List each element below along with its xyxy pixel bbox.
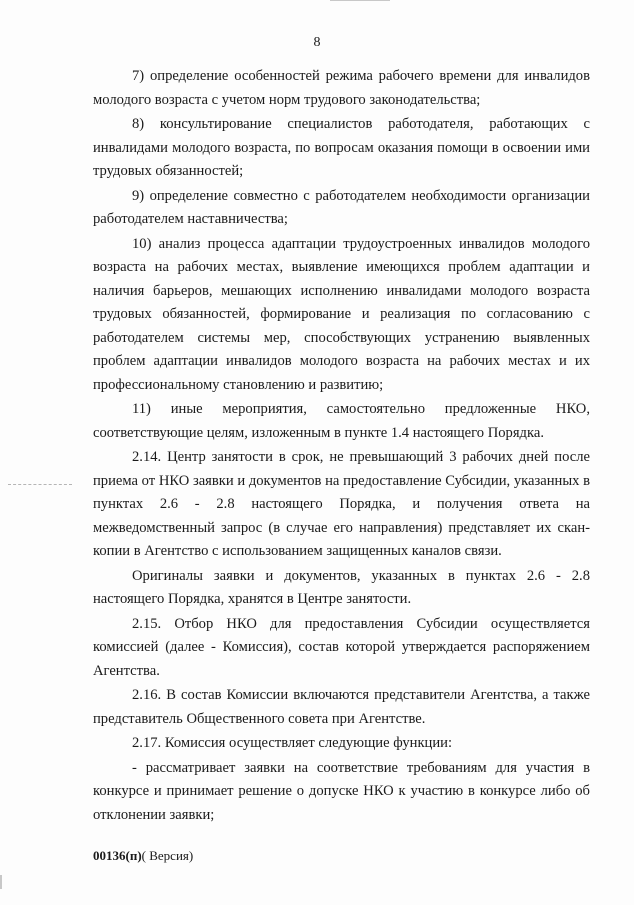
paragraph-item-11: 11) иные мероприятия, самостоятельно предложенные НКО, соответствующие целям, изложенным в пункте 1.4 настоящего Порядка.: [93, 401, 590, 441]
scan-artifact-line: [8, 484, 72, 485]
paragraph-2-15: 2.15. Отбор НКО для предоставления Субсидии осуществляется комиссией (далее - Комиссия), состав которой утверждается распоряжением Агентства.: [93, 615, 590, 679]
paragraph-item-8: 8) консультирование специалистов работодателя, работающих с инвалидами молодого возраста, по вопросам оказания помощи в освоении ими трудовых обязанностей;: [93, 116, 590, 179]
paragraph-2-16: 2.16. В состав Комиссии включаются представители Агентства, а также представитель Общественного совета при Агентстве.: [93, 687, 590, 727]
document-footer: [93, 848, 193, 864]
paragraph-commission-function: - рассматривает заявки на соответствие требованиям для участия в конкурсе и принимает решение о допуске НКО к участию в конкурсе либо об отклонении заявки;: [93, 759, 590, 823]
scan-artifact-dot: [330, 0, 390, 1]
scan-artifact-dot: [0, 875, 2, 889]
paragraph-2-17: 2.17. Комиссия осуществляет следующие функции:: [132, 735, 453, 751]
paragraph-item-10: 10) анализ процесса адаптации трудоустроенных инвалидов молодого возраста на рабочих местах, выявление имеющихся проблем адаптации и наличия барьеров, мешающих исполнению инвалидами молодого возраста трудовых обязанностей, формирование и реализация по согласованию с работодателем системы мер, способствующих устранению выявленных проблем адаптации инвалидов молодого возраста на рабочих местах и их профессиональному становлению и развитию;: [93, 235, 590, 393]
paragraph-item-9: 9) определение совместно с работодателем необходимости организации работодателем наставничества;: [93, 187, 590, 227]
paragraph-2-14: 2.14. Центр занятости в срок, не превышающий 3 рабочих дней после приема от НКО заявки и документов на предоставление Субсидии, указанных в пунктах 2.6 - 2.8 настоящего Порядка, и получения ответа на межведомственный запрос (в случае его направления) представляет их скан-копии в Агентство с использованием защищенных каналов связи.: [93, 449, 590, 559]
page-number: 8: [313, 35, 321, 50]
paragraph-originals: Оригиналы заявки и документов, указанных в пунктах 2.6 - 2.8 настоящего Порядка, хранятся в Центре занятости.: [93, 567, 590, 607]
document-body: [93, 65, 590, 827]
document-version: ( Версия): [141, 848, 194, 863]
paragraph-item-7: 7) определение особенностей режима рабочего времени для инвалидов молодого возраста с учетом норм трудового законодательства;: [93, 68, 590, 108]
document-code: 00136(п): [93, 848, 142, 863]
